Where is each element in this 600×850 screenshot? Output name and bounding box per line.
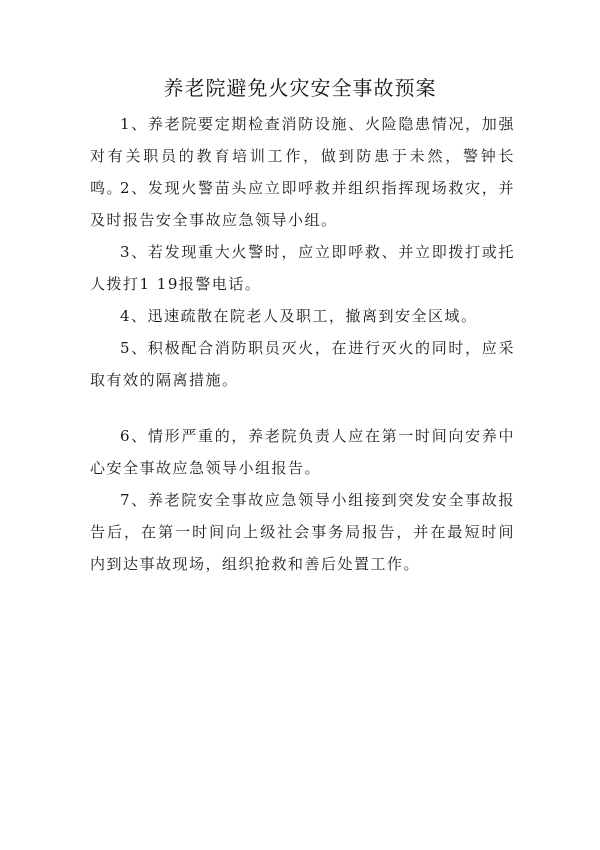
paragraph-item-5: 5、积极配合消防职员灭火，在进行灭火的同时，应采取有效的隔离措施。 [90, 339, 515, 389]
paragraph-item-4: 4、迅速疏散在院老人及职工，撤离到安全区域。 [120, 307, 478, 325]
paragraph-item-6: 6、情形严重的，养老院负责人应在第一时间向安养中心安全事故应急领导小组报告。 [90, 427, 515, 477]
document-title: 养老院避免火灾安全事故预案 [163, 76, 437, 100]
paragraph-item-3: 3、若发现重大火警时，应立即呼救、并立即拨打或托人拨打1 19报警电话。 [90, 243, 515, 293]
paragraph-item-2: 2、发现火警苗头应立即呼救并组织指挥现场救灾，并及时报告安全事故应急领导小组。 [90, 179, 515, 229]
paragraph-item-7: 7、养老院安全事故应急领导小组接到突发安全事故报告后，在第一时间向上级社会事务局报告，并在最短时间内到达事故现场，组织抢救和善后处置工作。 [90, 491, 515, 573]
paragraph-item-1: 1、养老院要定期检查消防设施、火险隐患情况，加强对有关职员的教育培训工作，做到防患于未然，警钟长鸣。 [90, 115, 515, 197]
